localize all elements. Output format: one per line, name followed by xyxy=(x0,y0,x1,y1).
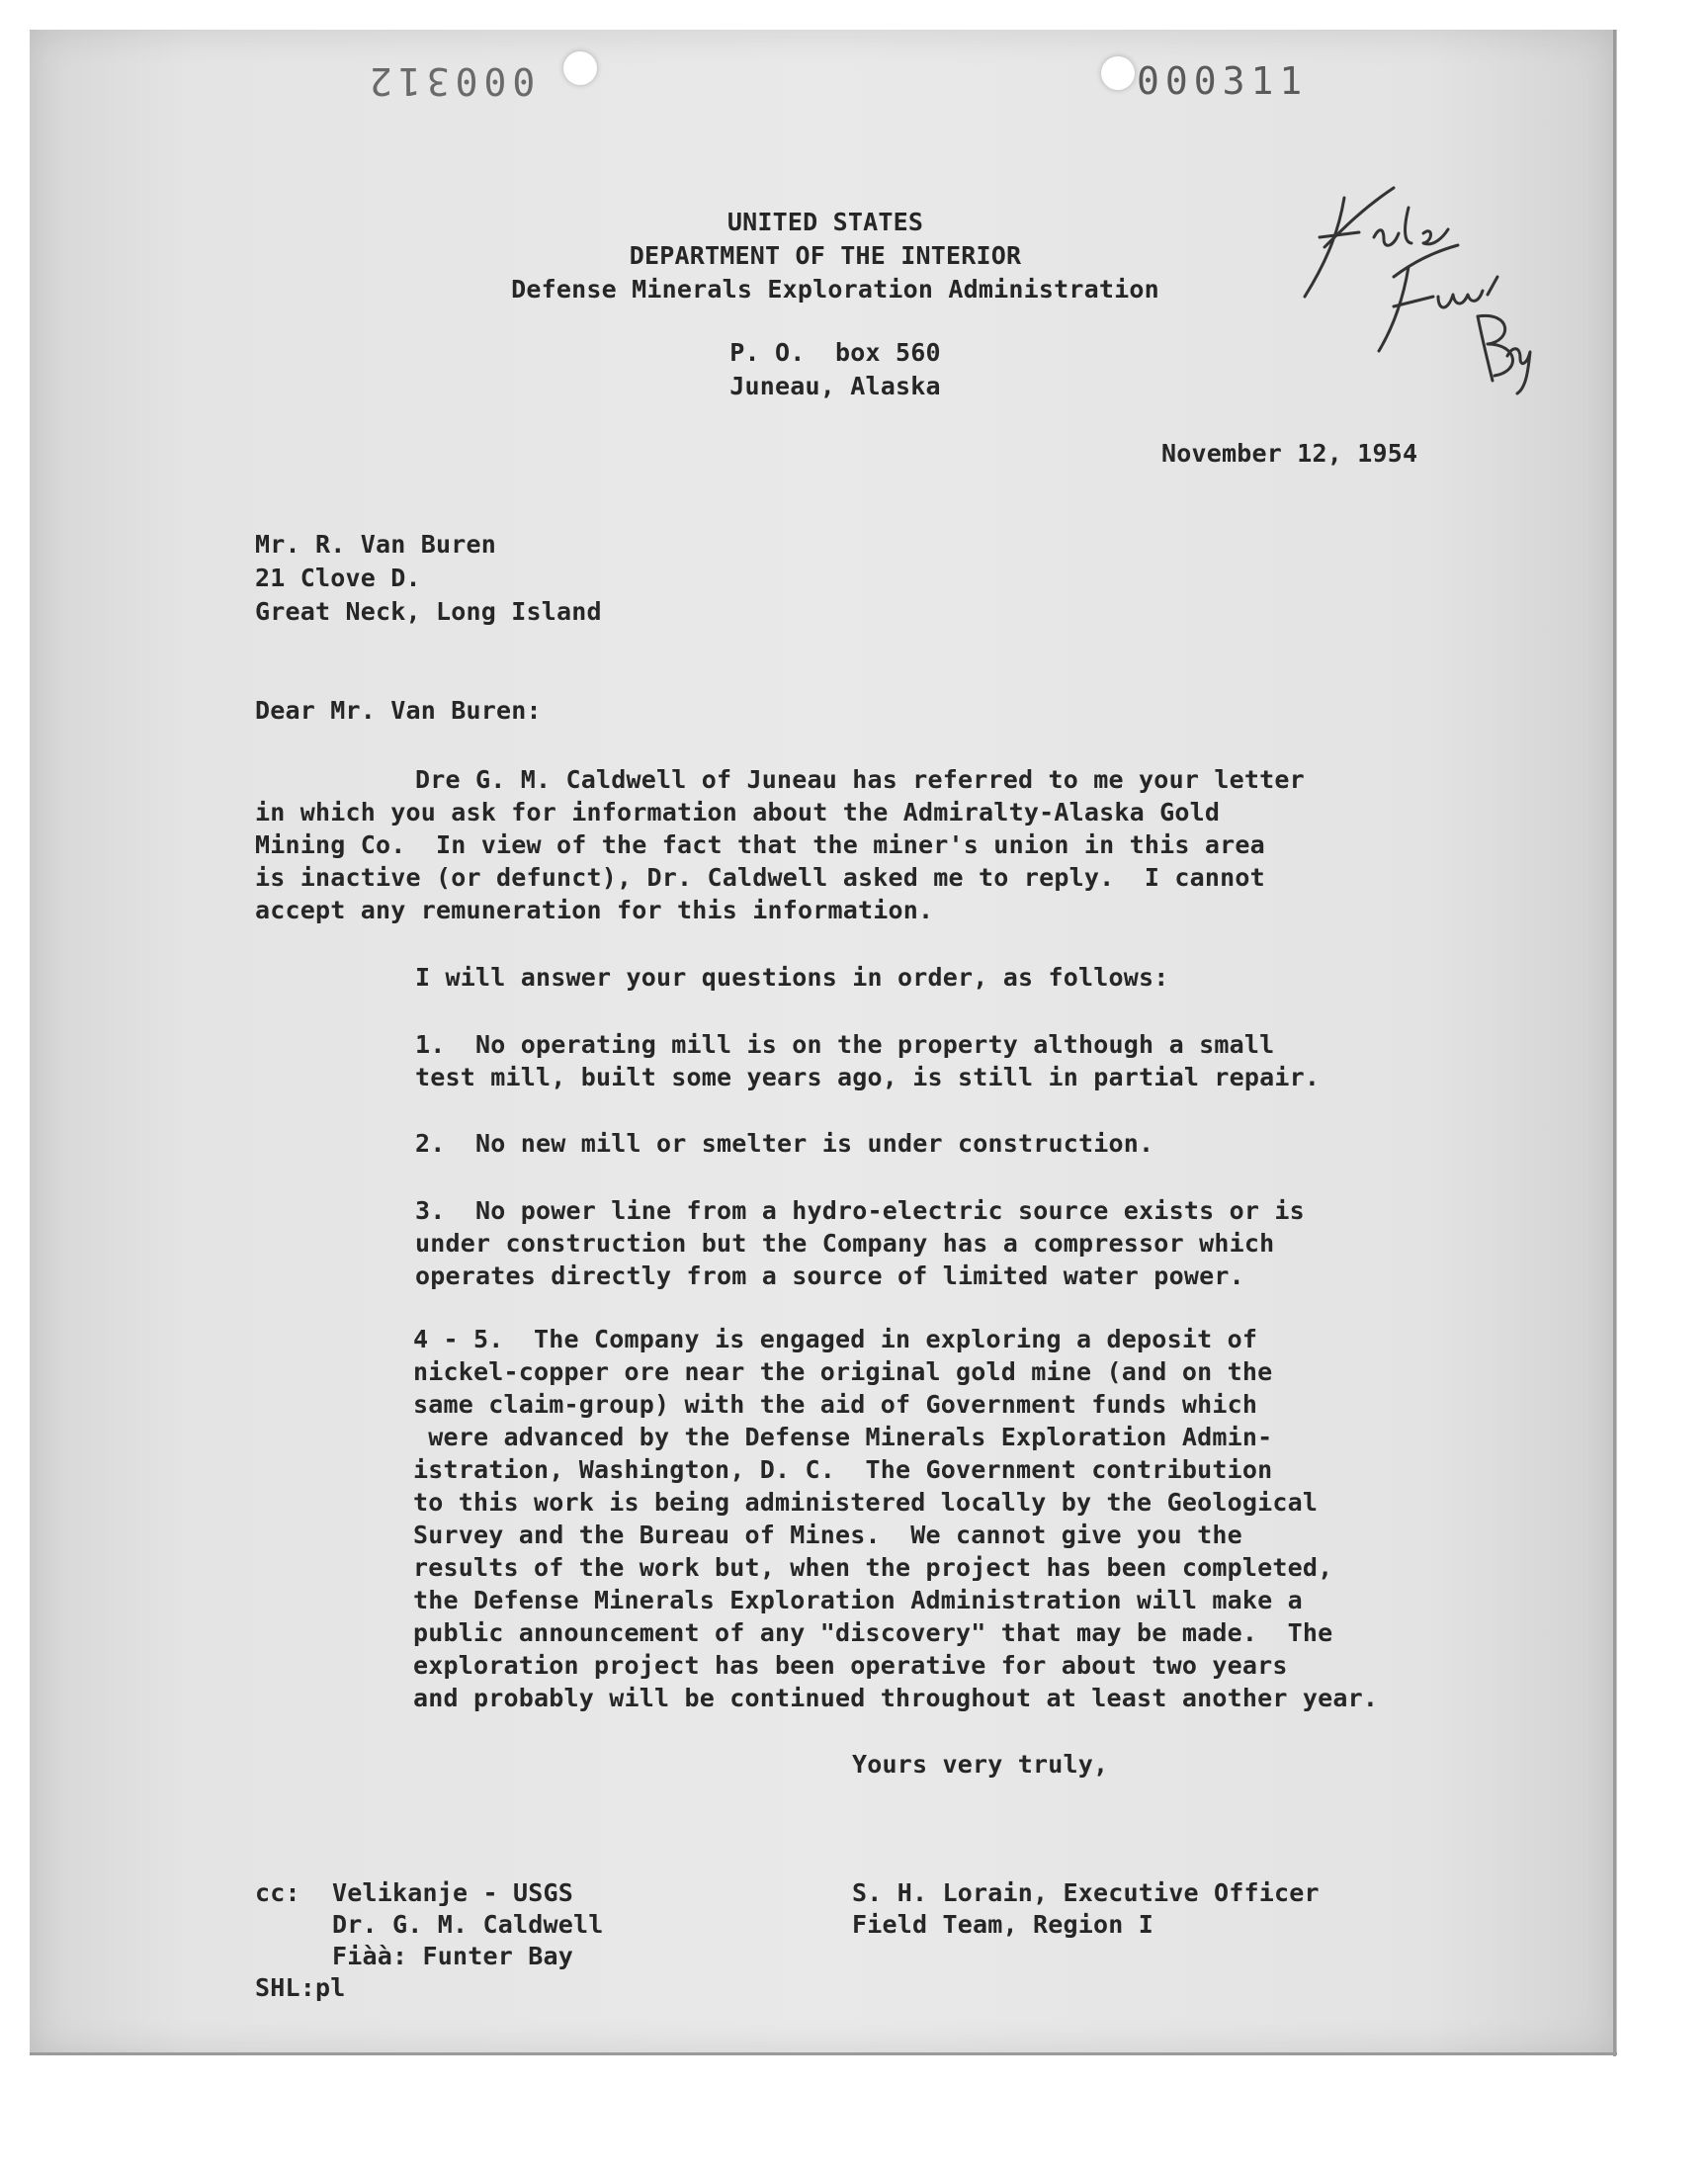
recipient-name: Mr. R. Van Buren xyxy=(255,530,497,559)
body-line: Dre G. M. Caldwell of Juneau has referred to me your letter xyxy=(415,765,1305,794)
typist-initials: SHL:pl xyxy=(255,1973,346,2002)
answer-4-5-line: results of the work but, when the project has been completed, xyxy=(413,1553,1333,1582)
signature-name-title: S. H. Lorain, Executive Officer xyxy=(852,1878,1320,1907)
answer-2-line: 2. No new mill or smelter is under construction. xyxy=(415,1129,1154,1158)
answer-4-5-line: public announcement of any "discovery" that may be made. The xyxy=(413,1618,1333,1647)
recipient-city: Great Neck, Long Island xyxy=(255,597,602,626)
answer-4-5-line: same claim-group) with the aid of Government funds which xyxy=(413,1390,1258,1419)
answer-4-5-line: the Defense Minerals Exploration Administration will make a xyxy=(413,1586,1303,1614)
body-line: I will answer your questions in order, as follows: xyxy=(415,963,1169,992)
answer-3-line: operates directly from a source of limited water power. xyxy=(415,1262,1244,1290)
letterhead-department: DEPARTMENT OF THE INTERIOR xyxy=(629,241,1022,270)
letterhead-city: Juneau, Alaska xyxy=(729,372,941,400)
letter-date: November 12, 1954 xyxy=(1161,439,1418,468)
closing: Yours very truly, xyxy=(852,1750,1109,1779)
answer-3-line: under construction but the Company has a compressor which xyxy=(415,1229,1275,1258)
answer-4-5-line: and probably will be continued throughout at least another year. xyxy=(413,1684,1379,1712)
body-line: in which you ask for information about the Admiralty-Alaska Gold xyxy=(255,798,1221,826)
answer-4-5-line: to this work is being administered locally by the Geological xyxy=(413,1488,1319,1517)
cc-recipient: Velikanje - USGS xyxy=(332,1878,574,1907)
letterhead-country: UNITED STATES xyxy=(726,208,924,236)
letterhead-po-box: P. O. box 560 xyxy=(729,338,941,367)
answer-4-5-line: nickel-copper ore near the original gold mine (and on the xyxy=(413,1357,1273,1386)
page-number-stamp: 000311 xyxy=(1137,59,1309,103)
salutation: Dear Mr. Van Buren: xyxy=(255,696,542,725)
letterhead-agency: Defense Minerals Exploration Administration xyxy=(511,275,1159,304)
scan-bottom-line xyxy=(30,2052,1617,2055)
cc-recipient: Dr. G. M. Caldwell xyxy=(332,1910,604,1939)
answer-4-5-line: Survey and the Bureau of Mines. We cannot give you the xyxy=(413,1521,1242,1549)
cc-label: cc: xyxy=(255,1878,300,1907)
answer-1-line: 1. No operating mill is on the property although a small xyxy=(415,1030,1275,1059)
punch-hole-right xyxy=(1101,56,1135,90)
answer-4-5-line: were advanced by the Defense Minerals Exploration Admin- xyxy=(413,1423,1273,1451)
body-line: accept any remuneration for this information. xyxy=(255,896,934,924)
answer-1-line: test mill, built some years ago, is still in partial repair. xyxy=(415,1063,1321,1091)
body-line: Mining Co. In view of the fact that the miner's union in this area xyxy=(255,830,1265,859)
answer-4-5-line: exploration project has been operative for about two years xyxy=(413,1651,1288,1680)
answer-4-5-line: 4 - 5. The Company is engaged in exploring a deposit of xyxy=(413,1325,1258,1353)
page-number-stamp-mirrored: 000312 xyxy=(364,59,536,103)
cc-recipient: Fiàà: Funter Bay xyxy=(332,1942,574,1970)
answer-3-line: 3. No power line from a hydro-electric source exists or is xyxy=(415,1196,1305,1225)
answer-4-5-line: istration, Washington, D. C. The Government contribution xyxy=(413,1455,1273,1484)
body-line: is inactive (or defunct), Dr. Caldwell asked me to reply. I cannot xyxy=(255,863,1265,892)
signature-team: Field Team, Region I xyxy=(852,1910,1154,1939)
scan-edge-line xyxy=(1613,30,1616,2056)
recipient-street: 21 Clove D. xyxy=(255,564,421,592)
punch-hole-left xyxy=(563,51,597,85)
